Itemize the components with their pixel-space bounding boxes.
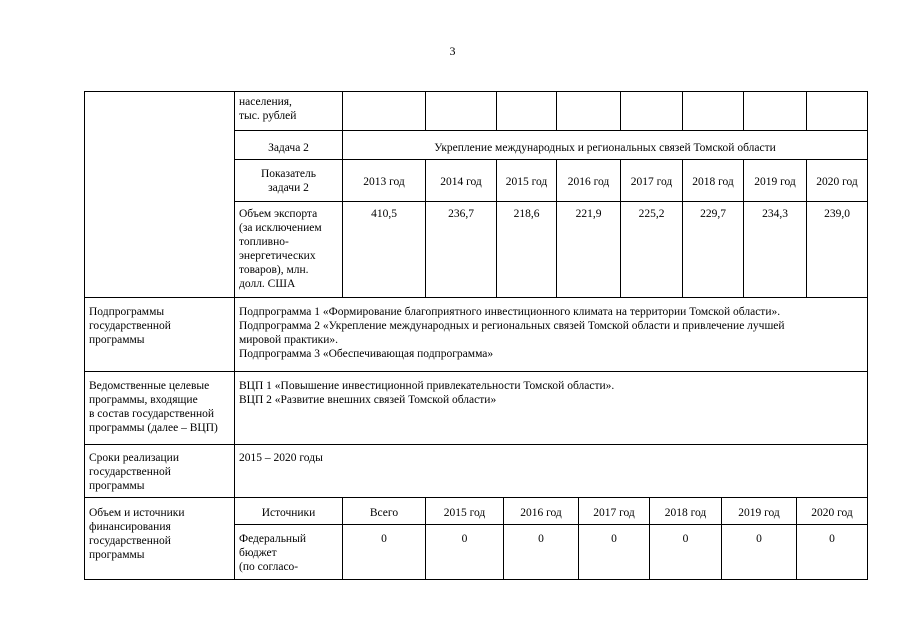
page-number: 3 (449, 44, 456, 58)
export-value: 221,9 (575, 208, 602, 220)
federal-budget-label (235, 529, 342, 577)
export-value: 225,2 (638, 208, 665, 220)
cell-line: финансирования (89, 521, 171, 533)
task2-title: Укрепление международных и региональных связей Томской области (434, 142, 776, 154)
vcp-line: ВЦП 2 «Развитие внешних связей Томской области» (239, 394, 497, 406)
table-line (234, 130, 868, 131)
table-line (234, 159, 868, 160)
task2-label: Задача 2 (268, 142, 309, 154)
cell-line: долл. США (239, 278, 296, 290)
table-line (620, 91, 621, 130)
year-header: 2013 год (363, 176, 405, 188)
cell-line: энергетических (239, 250, 316, 262)
year-header: 2019 год (754, 176, 796, 188)
cell-line: Объем и источники (89, 507, 185, 519)
federal-value: 0 (829, 533, 835, 545)
table-line (84, 497, 868, 498)
federal-value: 0 (381, 533, 387, 545)
export-value: 410,5 (371, 208, 397, 220)
period-label (85, 448, 234, 496)
cell-line: бюджет (239, 547, 277, 559)
indicator-header-cell (235, 164, 342, 198)
federal-value: 0 (682, 533, 689, 545)
cell-line: населения, (239, 96, 292, 108)
table-line (743, 91, 744, 130)
subprograms-label (85, 302, 234, 350)
table-line (867, 91, 868, 580)
table-line (342, 91, 343, 297)
year-header: 2018 год (692, 176, 734, 188)
export-value: 234,3 (762, 208, 788, 220)
table-line (425, 91, 426, 130)
table-line (84, 579, 868, 580)
funding-header: 2018 год (664, 507, 707, 519)
table-line (84, 91, 868, 92)
funding-header: 2017 год (593, 507, 635, 519)
table-line (556, 91, 557, 130)
export-value: 236,7 (448, 208, 474, 220)
year-header: 2017 год (630, 176, 673, 188)
cell-line: программы (89, 549, 145, 561)
period-value: 2015 – 2020 годы (239, 452, 323, 464)
table-line (84, 444, 868, 445)
table-line (84, 371, 868, 372)
year-header: 2015 год (505, 176, 548, 188)
cell-line: программы, входящие (89, 394, 198, 406)
funding-label (85, 503, 234, 565)
table-line (806, 91, 807, 130)
year-header: 2016 год (567, 176, 610, 188)
vcp-list (235, 376, 867, 410)
export-value: 239,0 (824, 208, 850, 220)
year-header: 2020 год (816, 176, 858, 188)
cell-line: Объем экспорта (239, 208, 318, 220)
subprogram-line: Подпрограмма 3 «Обеспечивающая подпрограмма» (239, 348, 494, 360)
funding-header: 2020 год (811, 507, 853, 519)
table-line (84, 297, 868, 298)
cell-line: задачи 2 (268, 182, 309, 194)
cell-line: топливно- (239, 236, 289, 248)
table-line (234, 524, 868, 525)
cell-line: Федеральный (239, 533, 306, 545)
funding-header: Источники (261, 507, 316, 519)
funding-header: Всего (369, 507, 399, 519)
subprogram-line: Подпрограмма 1 «Формирование благоприятного инвестиционного климата на территории Томской области». (239, 306, 781, 318)
federal-value: 0 (611, 533, 617, 545)
cell-line: Подпрограммы (89, 306, 165, 318)
cell-line: государственной (89, 320, 171, 332)
cell-line: тыс. рублей (239, 110, 297, 122)
cell-line: Показатель (260, 168, 317, 180)
table-line (682, 91, 683, 130)
vcp-label (85, 376, 234, 438)
cell-line: товаров), млн. (239, 264, 309, 276)
export-value: 229,7 (700, 208, 726, 220)
federal-value: 0 (756, 533, 762, 545)
cell-line: программы (89, 480, 145, 492)
funding-header: 2016 год (520, 507, 562, 519)
vcp-line: ВЦП 1 «Повышение инвестиционной привлекательности Томской области». (239, 380, 615, 392)
cell-line: (по согласо- (239, 561, 299, 573)
cell-line: программы (далее – ВЦП) (89, 422, 218, 434)
year-header: 2014 год (440, 176, 482, 188)
federal-value: 0 (538, 533, 544, 545)
table-line (234, 201, 868, 202)
cell-line: Сроки реализации (89, 452, 179, 464)
funding-header: 2019 год (738, 507, 780, 519)
funding-header: 2015 год (443, 507, 486, 519)
subprogram-line: мировой практики». (239, 334, 339, 346)
cell-line: Ведомственные целевые (89, 380, 210, 392)
table-line (496, 91, 497, 130)
cell-line: (за исключением (239, 222, 322, 234)
subprograms-list (235, 302, 867, 364)
federal-value: 0 (461, 533, 468, 545)
export-value: 218,6 (513, 208, 540, 220)
subprogram-line: Подпрограмма 2 «Укрепление международных и региональных связей Томской области и привлечение лучшей (239, 320, 785, 332)
cell-line: в состав государственной (89, 408, 215, 420)
cell-line: государственной (89, 535, 171, 547)
cell-line: программы (89, 334, 145, 346)
unit-tail-cell (235, 92, 342, 126)
cell-line: государственной (89, 466, 171, 478)
export-label-cell (235, 204, 342, 294)
